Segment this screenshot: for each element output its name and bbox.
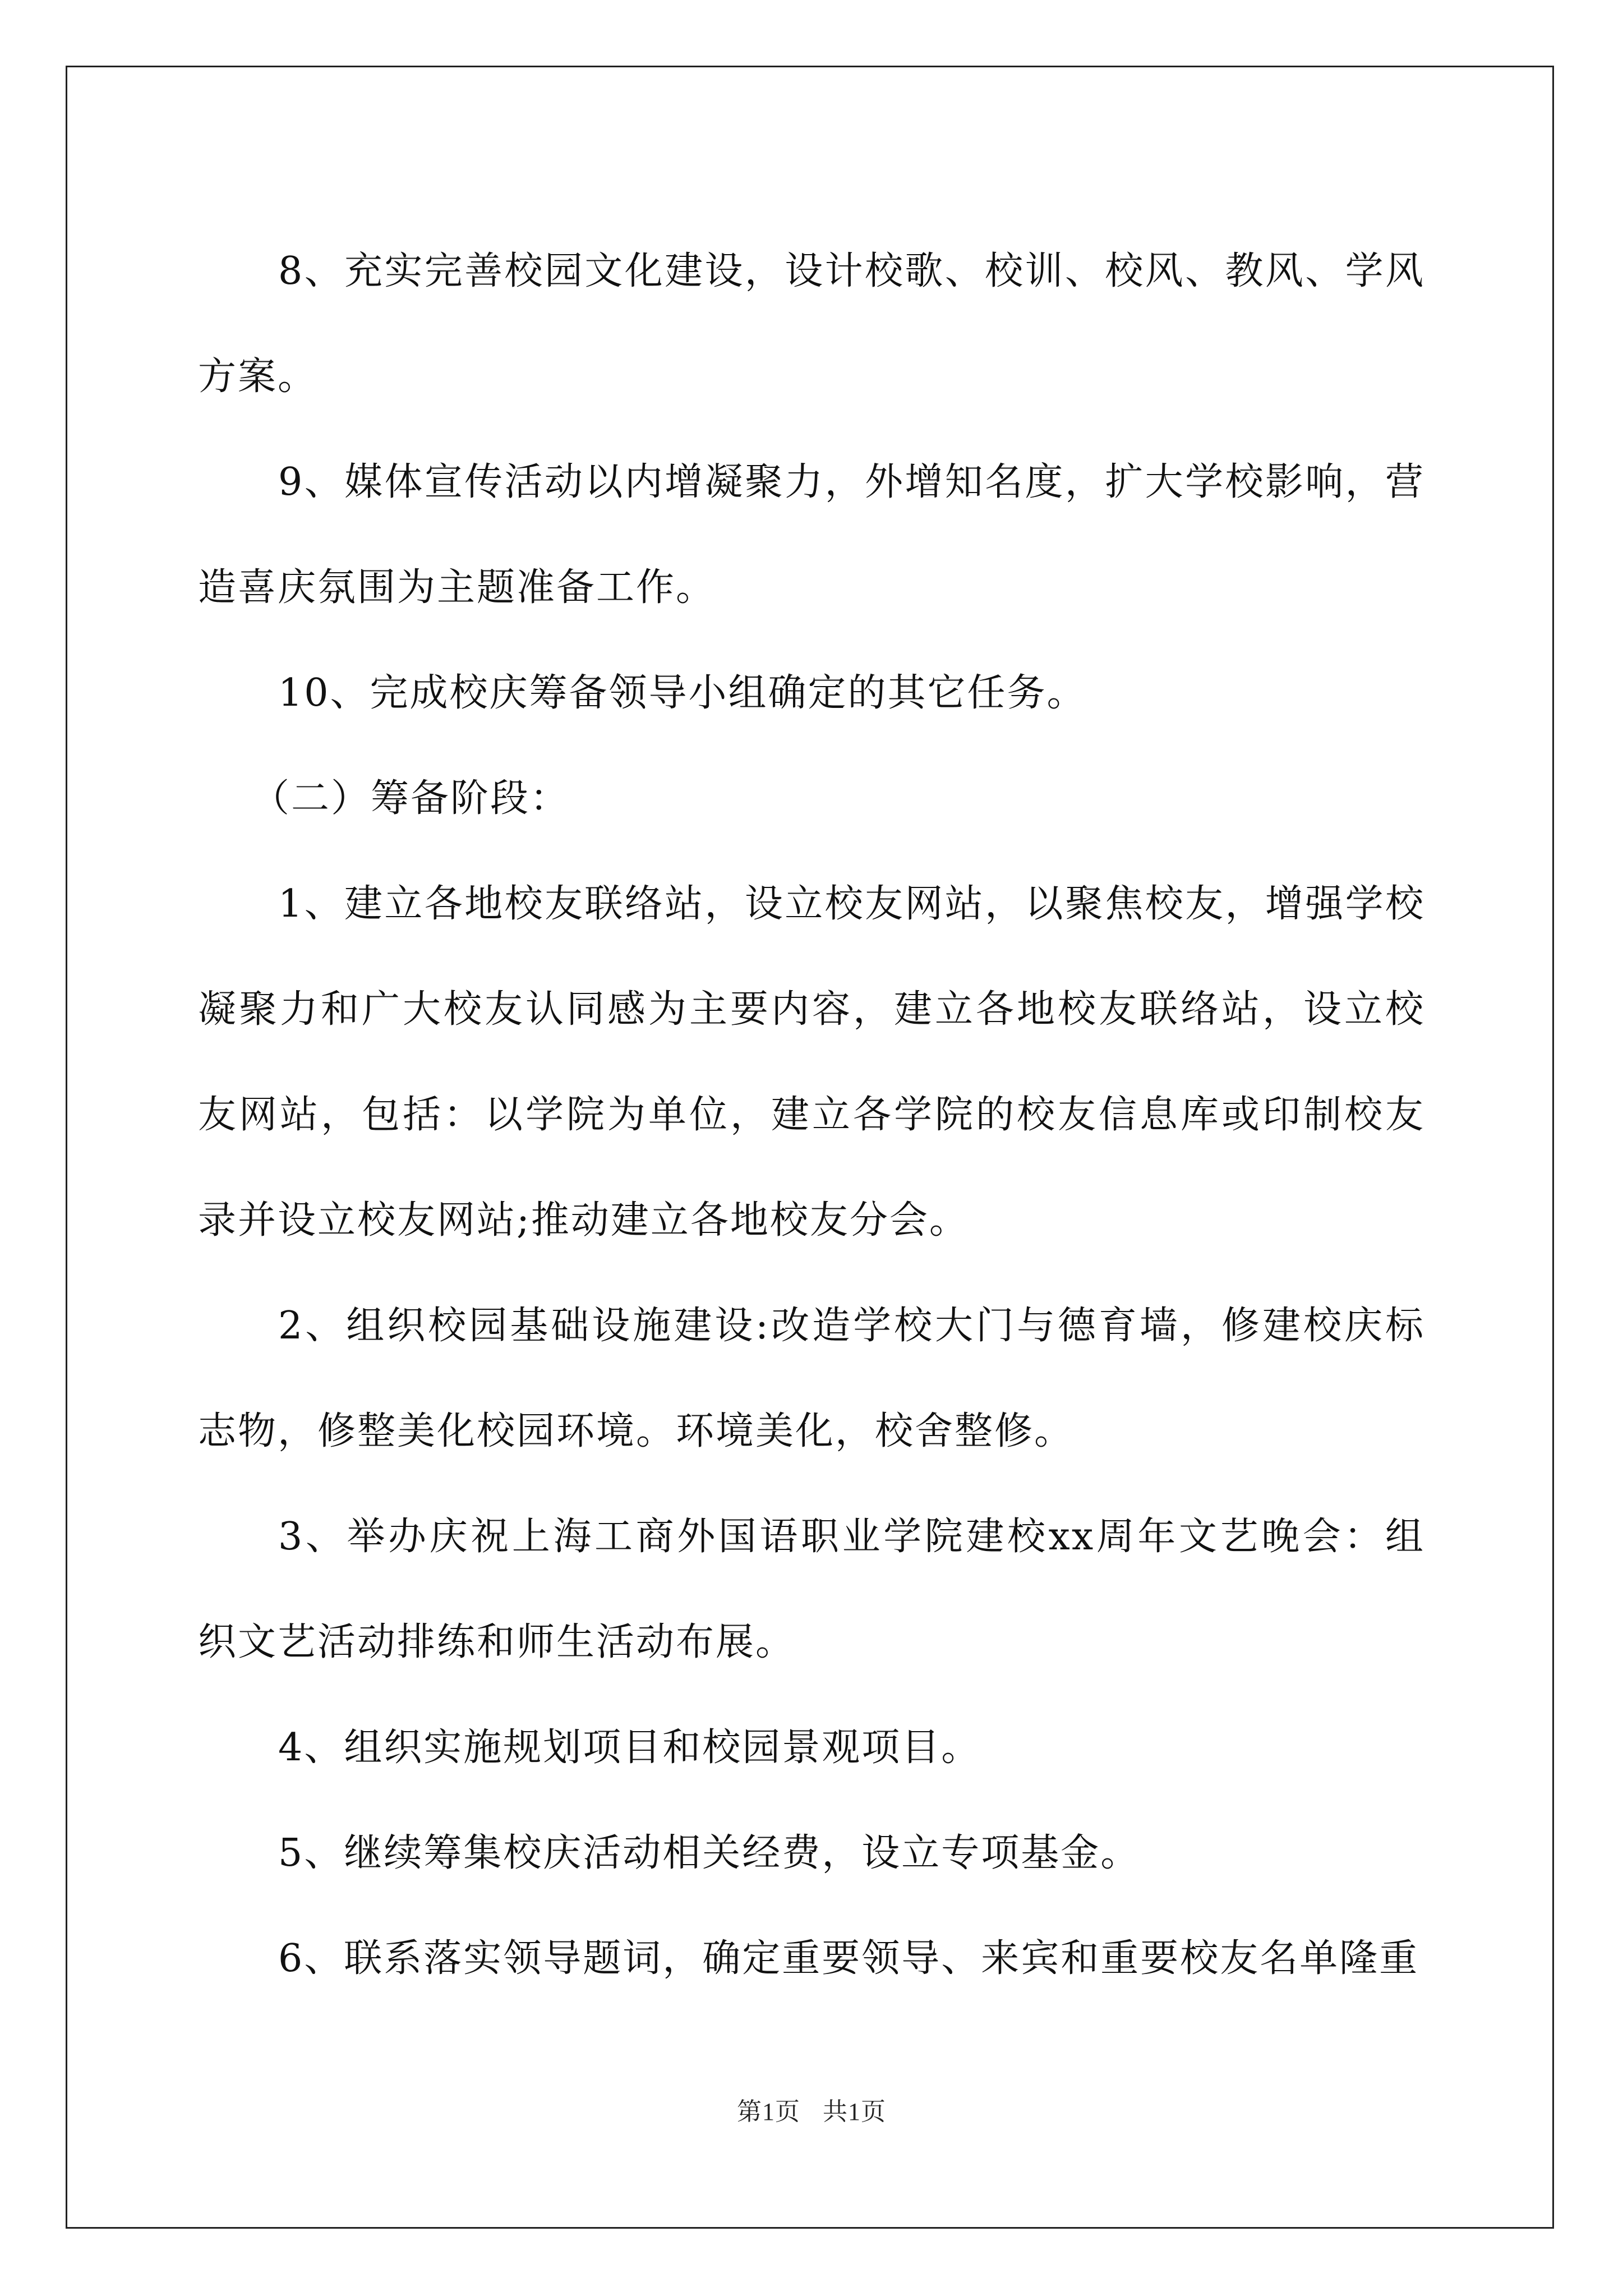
page-footer	[0, 2091, 1623, 2127]
section-heading: （二）筹备阶段：	[251, 776, 570, 821]
paragraph-item-2: 2、组织校园基础设施建设:改造学校大门与德育墙，修建校庆标志物，修整美化校园环境。环境美化，校舍整修。	[198, 1304, 1425, 1453]
paragraph-item-9: 9、媒体宣传活动以内增凝聚力，外增知名度，扩大学校影响，营造喜庆氛围为主题准备工作。	[198, 460, 1425, 610]
paragraph-item-6: 6、联系落实领导题词，确定重要领导、来宾和重要校友名单隆重	[278, 1936, 1419, 1981]
paragraph-item-3: 3、举办庆祝上海工商外国语职业学院建校xx周年文艺晚会：组织文艺活动排练和师生活动布展。	[198, 1515, 1425, 1664]
page-number: 第1页	[737, 2098, 800, 2125]
page-total: 共1页	[823, 2098, 886, 2125]
paragraph-item-5: 5、继续筹集校庆活动相关经费，设立专项基金。	[278, 1831, 1141, 1875]
paragraph-item-8: 8、充实完善校园文化建设，设计校歌、校训、校风、教风、学风方案。	[198, 249, 1425, 399]
paragraph-item-1: 1、建立各地校友联络站，设立校友网站，以聚焦校友，增强学校凝聚力和广大校友认同感为主要内容，建立各地校友联络站，设立校友网站，包括：以学院为单位，建立各学院的校友信息库或印制校友录并设立校友网站;推动建立各地校友分会。	[198, 882, 1425, 1243]
document-body	[198, 219, 1425, 2012]
paragraph-item-4: 4、组织实施规划项目和校园景观项目。	[278, 1726, 981, 1770]
paragraph-item-10: 10、完成校庆筹备领导小组确定的其它任务。	[278, 671, 1087, 715]
